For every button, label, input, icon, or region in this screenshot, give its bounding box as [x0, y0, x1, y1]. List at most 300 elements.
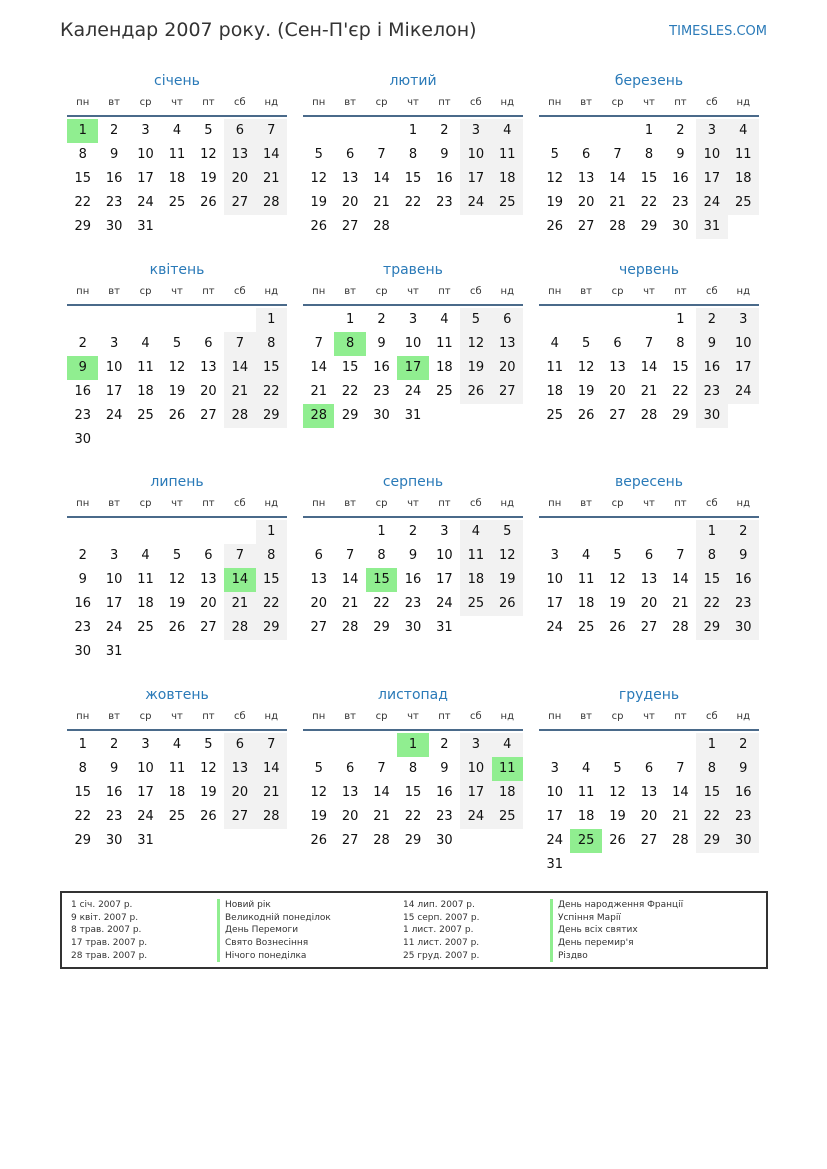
day-cell: 2	[707, 312, 716, 327]
day-cell: 2	[377, 312, 386, 327]
day-cell: 13	[310, 572, 327, 587]
day-cell: 21	[231, 596, 249, 611]
weekday-label: вт	[108, 711, 120, 722]
day-cell: 6	[503, 312, 512, 327]
day-cell: 13	[640, 572, 658, 587]
day-cell: 8	[377, 548, 386, 563]
day-cell: 6	[345, 147, 355, 162]
month-divider	[303, 516, 523, 518]
day-cell: 15	[703, 572, 721, 587]
day-cell: 30	[703, 408, 721, 423]
day-cell: 20	[640, 809, 658, 824]
day-cell: 22	[672, 384, 689, 399]
day-cell: 28	[640, 408, 658, 423]
day-cell: 11	[168, 147, 186, 162]
weekday-label: вт	[344, 286, 356, 297]
legend-dates-right	[403, 899, 479, 962]
day-cell: 3	[550, 548, 559, 563]
day-cell: 4	[141, 336, 150, 351]
day-cell: 26	[499, 596, 516, 611]
day-cell: 6	[613, 336, 622, 351]
day-cell: 27	[200, 620, 217, 635]
day-cell: 7	[235, 548, 244, 563]
month-4	[67, 262, 287, 462]
day-cell: 1	[78, 737, 87, 752]
day-cell: 28	[341, 620, 359, 635]
day-cell: 24	[137, 809, 154, 824]
day-cell: 19	[168, 596, 186, 611]
month-3	[539, 73, 759, 273]
day-cell: 28	[231, 620, 249, 635]
month-name: жовтень	[145, 687, 209, 703]
day-cell: 24	[703, 195, 721, 210]
month-divider	[539, 304, 759, 306]
legend-names-right	[550, 899, 683, 962]
day-cell: 30	[436, 833, 453, 848]
day-cell: 13	[200, 572, 217, 587]
day-cell: 10	[137, 761, 154, 776]
day-cell: 28	[609, 219, 626, 234]
weekday-label: вт	[580, 711, 592, 722]
day-cell: 7	[267, 737, 276, 752]
day-cell: 15	[74, 171, 91, 186]
holiday-day-cell: 9	[67, 356, 98, 380]
day-cell: 24	[436, 596, 453, 611]
month-divider	[539, 729, 759, 731]
weekday-label: чт	[643, 711, 655, 722]
day-cell: 12	[200, 761, 217, 776]
legend-holiday-name: Новий рік	[217, 899, 331, 912]
day-cell: 2	[109, 737, 119, 752]
day-cell: 20	[310, 596, 327, 611]
day-cell: 26	[609, 833, 626, 848]
day-cell: 12	[577, 360, 595, 375]
day-cell: 9	[707, 336, 716, 351]
day-cell: 14	[231, 360, 249, 375]
weekday-label: ср	[611, 711, 624, 722]
weekday-label: сб	[706, 286, 718, 297]
day-cell: 7	[676, 761, 685, 776]
day-cell: 13	[341, 785, 359, 800]
month-1	[67, 73, 287, 273]
day-cell: 21	[672, 809, 689, 824]
day-cell: 27	[640, 620, 658, 635]
day-cell: 6	[235, 737, 244, 752]
day-cell: 12	[499, 548, 516, 563]
day-cell: 6	[204, 548, 213, 563]
day-cell: 9	[377, 336, 386, 351]
day-cell: 8	[408, 761, 418, 776]
day-cell: 18	[168, 171, 186, 186]
brand-link[interactable]: TIMESLES.COM	[669, 24, 767, 39]
month-divider	[67, 115, 287, 117]
day-cell: 16	[703, 360, 721, 375]
weekday-label: чт	[407, 498, 419, 509]
day-cell: 21	[310, 384, 327, 399]
weekday-label: сб	[706, 97, 718, 108]
weekday-label: пт	[674, 711, 687, 722]
day-cell: 22	[703, 596, 721, 611]
day-cell: 28	[263, 195, 280, 210]
weekday-label: сб	[470, 711, 482, 722]
day-cell: 23	[105, 195, 123, 210]
day-cell: 5	[550, 147, 559, 162]
day-cell: 10	[404, 336, 422, 351]
day-cell: 17	[137, 785, 154, 800]
day-cell: 29	[263, 620, 280, 635]
day-cell: 4	[172, 123, 182, 138]
day-cell: 25	[168, 195, 186, 210]
day-cell: 1	[408, 123, 418, 138]
day-cell: 3	[141, 123, 150, 138]
day-cell: 4	[581, 761, 591, 776]
day-cell: 19	[467, 360, 485, 375]
weekday-label: сб	[234, 97, 246, 108]
day-cell: 17	[467, 171, 485, 186]
day-cell: 16	[105, 171, 123, 186]
legend-date: 15 серп. 2007 р.	[403, 912, 480, 923]
day-cell: 30	[74, 644, 91, 659]
weekday-label: пн	[76, 711, 90, 722]
legend-date: 17 трав. 2007 р.	[71, 938, 148, 949]
day-cell: 14	[263, 761, 280, 776]
day-cell: 27	[200, 408, 217, 423]
month-name: вересень	[614, 474, 684, 490]
day-cell: 5	[204, 123, 213, 138]
weekday-label: пн	[312, 498, 326, 509]
day-cell: 21	[640, 384, 658, 399]
day-cell: 11	[546, 360, 563, 375]
day-cell: 13	[231, 761, 249, 776]
day-cell: 20	[577, 195, 595, 210]
legend-dates-left	[71, 899, 147, 962]
day-cell: 17	[105, 384, 123, 399]
day-cell: 7	[676, 548, 685, 563]
day-cell: 9	[440, 147, 449, 162]
legend-date: 25 груд. 2007 р.	[403, 950, 480, 961]
weekday-label: пн	[312, 97, 326, 108]
day-cell: 25	[499, 195, 516, 210]
day-cell: 15	[341, 360, 359, 375]
day-cell: 11	[137, 360, 154, 375]
day-cell: 24	[735, 384, 752, 399]
month-name: листопад	[378, 687, 448, 703]
weekday-label: чт	[171, 711, 183, 722]
legend-holiday-name: Різдво	[550, 950, 683, 963]
weekday-label: вт	[580, 286, 592, 297]
day-cell: 1	[267, 312, 276, 327]
day-cell: 6	[644, 548, 654, 563]
day-cell: 25	[577, 620, 595, 635]
day-cell: 29	[404, 833, 422, 848]
day-cell: 19	[546, 195, 563, 210]
day-cell: 3	[109, 548, 119, 563]
day-cell: 4	[471, 524, 480, 539]
month-name: червень	[618, 262, 680, 278]
day-cell: 9	[440, 761, 449, 776]
day-cell: 19	[609, 596, 626, 611]
day-cell: 23	[105, 809, 123, 824]
holiday-legend	[60, 891, 768, 969]
weekday-label: пн	[548, 286, 562, 297]
day-cell: 7	[314, 336, 323, 351]
holiday-day-cell: 8	[334, 332, 365, 356]
day-cell: 14	[310, 360, 327, 375]
day-cell: 21	[341, 596, 359, 611]
weekday-label: нд	[736, 97, 750, 108]
weekday-label: чт	[171, 97, 183, 108]
day-cell: 7	[613, 147, 622, 162]
month-name: березень	[614, 73, 684, 89]
day-cell: 3	[109, 336, 119, 351]
day-cell: 29	[640, 219, 658, 234]
day-cell: 22	[74, 809, 91, 824]
day-cell: 16	[735, 785, 752, 800]
day-cell: 11	[735, 147, 752, 162]
month-name: лютий	[389, 73, 437, 89]
day-cell: 24	[404, 384, 422, 399]
day-cell: 23	[74, 620, 91, 635]
legend-holiday-name: День Перемоги	[217, 924, 331, 937]
month-11	[303, 687, 523, 887]
day-cell: 29	[703, 833, 721, 848]
weekday-label: пн	[76, 97, 90, 108]
day-cell: 31	[703, 219, 721, 234]
weekday-label: чт	[171, 498, 183, 509]
day-cell: 16	[436, 171, 453, 186]
day-cell: 27	[609, 408, 626, 423]
day-cell: 20	[200, 596, 217, 611]
day-cell: 11	[137, 572, 154, 587]
day-cell: 7	[345, 548, 355, 563]
month-10	[67, 687, 287, 887]
day-cell: 10	[546, 785, 563, 800]
day-cell: 12	[168, 360, 186, 375]
day-cell: 1	[644, 123, 654, 138]
day-cell: 5	[314, 761, 323, 776]
day-cell: 3	[440, 524, 449, 539]
day-cell: 14	[640, 360, 658, 375]
month-5	[303, 262, 523, 462]
day-cell: 5	[581, 336, 591, 351]
day-cell: 22	[373, 596, 390, 611]
day-cell: 20	[200, 384, 217, 399]
day-cell: 19	[310, 195, 327, 210]
holiday-day-cell: 17	[397, 356, 428, 380]
day-cell: 31	[436, 620, 453, 635]
day-cell: 23	[672, 195, 689, 210]
day-cell: 6	[204, 336, 213, 351]
legend-date: 28 трав. 2007 р.	[71, 950, 148, 961]
day-cell: 23	[436, 195, 453, 210]
weekday-label: пн	[312, 286, 326, 297]
day-cell: 8	[267, 548, 276, 563]
legend-date: 1 січ. 2007 р.	[71, 900, 133, 910]
day-cell: 23	[373, 384, 390, 399]
day-cell: 26	[310, 833, 327, 848]
day-cell: 30	[105, 833, 123, 848]
day-cell: 16	[672, 171, 689, 186]
day-cell: 1	[267, 524, 276, 539]
day-cell: 4	[550, 336, 559, 351]
day-cell: 8	[676, 336, 685, 351]
legend-holiday-name: Свято Вознесіння	[217, 937, 331, 950]
holiday-day-cell: 28	[303, 404, 334, 428]
day-cell: 12	[310, 785, 327, 800]
month-7	[67, 474, 287, 674]
day-cell: 20	[609, 384, 626, 399]
day-cell: 22	[263, 596, 280, 611]
day-cell: 11	[168, 761, 186, 776]
weekday-label: вт	[580, 97, 592, 108]
day-cell: 18	[137, 384, 154, 399]
day-cell: 18	[168, 785, 186, 800]
day-cell: 25	[546, 408, 563, 423]
day-cell: 3	[471, 737, 480, 752]
day-cell: 25	[436, 384, 453, 399]
day-cell: 21	[672, 596, 689, 611]
day-cell: 3	[550, 761, 559, 776]
day-cell: 14	[672, 572, 689, 587]
weekday-label: нд	[500, 286, 514, 297]
day-cell: 18	[499, 785, 516, 800]
day-cell: 18	[577, 596, 595, 611]
weekday-label: пн	[548, 711, 562, 722]
day-cell: 24	[546, 833, 563, 848]
day-cell: 31	[105, 644, 123, 659]
day-cell: 24	[105, 620, 123, 635]
month-name: січень	[154, 73, 200, 89]
weekday-label: ср	[375, 97, 388, 108]
day-cell: 7	[267, 123, 276, 138]
day-cell: 28	[373, 219, 390, 234]
weekday-label: чт	[171, 286, 183, 297]
day-cell: 2	[440, 737, 449, 752]
day-cell: 30	[404, 620, 422, 635]
month-divider	[539, 115, 759, 117]
weekday-label: пт	[438, 498, 451, 509]
day-cell: 7	[644, 336, 654, 351]
day-cell: 31	[404, 408, 422, 423]
weekday-label: пт	[438, 286, 451, 297]
day-cell: 10	[137, 147, 154, 162]
day-cell: 5	[503, 524, 512, 539]
weekday-label: вт	[344, 498, 356, 509]
day-cell: 22	[74, 195, 91, 210]
day-cell: 5	[172, 548, 182, 563]
weekday-label: пн	[548, 498, 562, 509]
day-cell: 17	[703, 171, 721, 186]
weekday-label: ср	[611, 97, 624, 108]
weekday-label: нд	[264, 498, 278, 509]
day-cell: 26	[467, 384, 485, 399]
day-cell: 5	[613, 761, 622, 776]
day-cell: 4	[581, 548, 591, 563]
weekday-label: пт	[202, 97, 215, 108]
day-cell: 10	[105, 360, 123, 375]
day-cell: 10	[735, 336, 752, 351]
day-cell: 17	[105, 596, 123, 611]
day-cell: 18	[735, 171, 752, 186]
day-cell: 2	[739, 737, 748, 752]
weekday-label: сб	[470, 498, 482, 509]
day-cell: 11	[467, 548, 485, 563]
weekday-label: чт	[643, 498, 655, 509]
page-title: Календар 2007 року. (Сен-П'єр і Мікелон)	[60, 19, 477, 41]
day-cell: 15	[74, 785, 91, 800]
day-cell: 15	[404, 171, 422, 186]
legend-holiday-name: Нічого понеділка	[217, 950, 331, 963]
day-cell: 18	[577, 809, 595, 824]
weekday-label: пт	[438, 711, 451, 722]
month-divider	[67, 304, 287, 306]
day-cell: 17	[137, 171, 154, 186]
weekday-label: пн	[548, 97, 562, 108]
day-cell: 27	[231, 809, 249, 824]
weekday-label: ср	[375, 711, 388, 722]
day-cell: 30	[105, 219, 123, 234]
day-cell: 18	[137, 596, 154, 611]
day-cell: 30	[735, 620, 752, 635]
day-cell: 2	[78, 336, 87, 351]
month-divider	[67, 729, 287, 731]
day-cell: 6	[314, 548, 323, 563]
day-cell: 4	[739, 123, 748, 138]
weekday-label: пт	[674, 498, 687, 509]
day-cell: 31	[137, 833, 154, 848]
day-cell: 10	[467, 761, 485, 776]
day-cell: 7	[377, 761, 386, 776]
day-cell: 23	[74, 408, 91, 423]
month-divider	[303, 304, 523, 306]
day-cell: 17	[735, 360, 752, 375]
day-cell: 28	[672, 833, 689, 848]
day-cell: 8	[267, 336, 276, 351]
day-cell: 14	[263, 147, 280, 162]
day-cell: 19	[200, 785, 217, 800]
month-divider	[303, 729, 523, 731]
month-name: травень	[383, 262, 443, 278]
day-cell: 28	[373, 833, 390, 848]
day-cell: 29	[341, 408, 359, 423]
weekday-label: пн	[76, 286, 90, 297]
day-cell: 30	[373, 408, 390, 423]
day-cell: 1	[377, 524, 386, 539]
day-cell: 17	[436, 572, 453, 587]
day-cell: 18	[467, 572, 485, 587]
day-cell: 31	[137, 219, 154, 234]
day-cell: 21	[373, 809, 390, 824]
weekday-label: ср	[611, 286, 624, 297]
day-cell: 2	[408, 524, 418, 539]
day-cell: 14	[609, 171, 626, 186]
day-cell: 20	[231, 171, 249, 186]
day-cell: 25	[137, 620, 154, 635]
day-cell: 12	[168, 572, 186, 587]
day-cell: 21	[263, 171, 280, 186]
day-cell: 23	[703, 384, 721, 399]
day-cell: 10	[546, 572, 563, 587]
day-cell: 5	[613, 548, 622, 563]
weekday-label: вт	[108, 498, 120, 509]
day-cell: 30	[735, 833, 752, 848]
day-cell: 13	[640, 785, 658, 800]
day-cell: 29	[263, 408, 280, 423]
day-cell: 24	[105, 408, 123, 423]
legend-holiday-name: Великодній понеділок	[217, 912, 331, 925]
day-cell: 1	[676, 312, 685, 327]
weekday-label: сб	[234, 711, 246, 722]
